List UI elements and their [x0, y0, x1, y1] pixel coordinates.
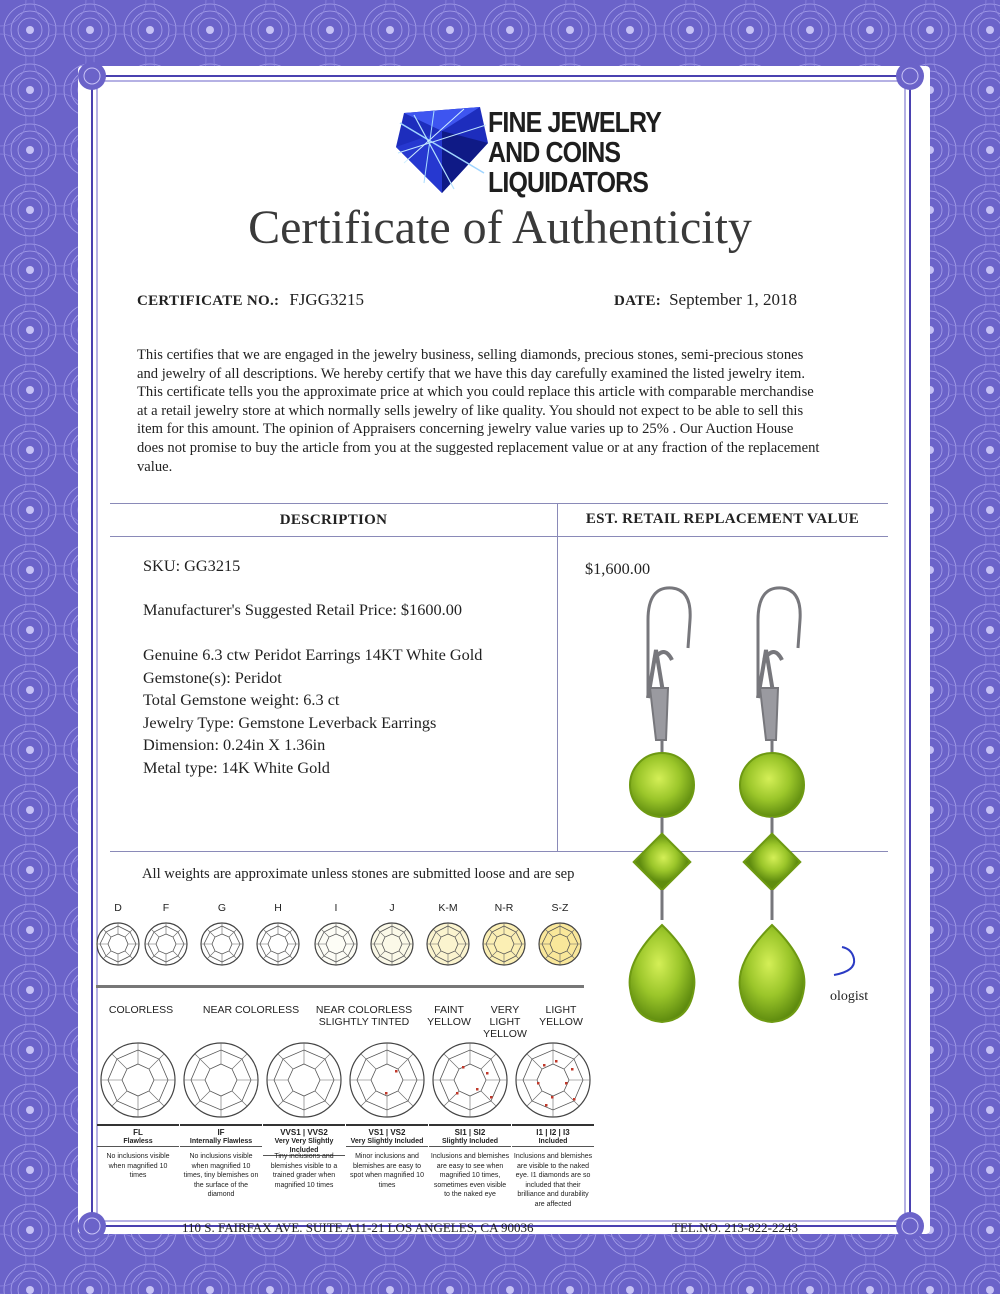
color-letter: H	[274, 902, 282, 914]
clarity-diamond-icon	[513, 1040, 593, 1120]
clarity-code: VVS1 | VVS2	[263, 1124, 345, 1137]
msrp: Manufacturer's Suggested Retail Price: $1600.00	[143, 600, 462, 619]
color-group-line: LIGHT	[545, 1004, 577, 1016]
clarity-description-line: Inclusions and blemishes	[513, 1153, 593, 1160]
clarity-name: Included	[512, 1137, 594, 1147]
date-label: DATE:	[614, 293, 662, 309]
clarity-code: SI1 | SI2	[429, 1124, 511, 1137]
clarity-diamond-icon	[181, 1040, 261, 1120]
intro-line: value.	[137, 458, 173, 475]
detail-line: Gemstone(s): Peridot	[143, 667, 282, 687]
clarity-code: FL	[97, 1124, 179, 1137]
color-diamond-icon	[424, 920, 472, 968]
clarity-description-line: times, tiny blemishes on	[183, 1172, 259, 1179]
certificate-number: FJGG3215	[289, 290, 364, 309]
color-group-line: NEAR COLORLESS	[315, 1004, 413, 1016]
sku: SKU: GG3215	[143, 556, 241, 575]
clarity-description-line: when magnified 10	[191, 1162, 251, 1170]
signature-title-fragment: ologist	[830, 989, 869, 1004]
certificate-number-row	[137, 290, 364, 310]
color-letter: K-M	[438, 902, 458, 914]
description-header: DESCRIPTION	[279, 512, 388, 528]
color-group-near-colorless-tinted	[308, 1004, 420, 1028]
clarity-code: I1 | I2 | I3	[512, 1124, 594, 1137]
color-group-near-colorless: NEAR COLORLESS	[202, 1004, 300, 1016]
logo-line-2: AND COINS	[488, 137, 621, 169]
clarity-description-line: are affected	[534, 1200, 572, 1208]
color-group-line: FAINT	[434, 1004, 464, 1016]
clarity-code: IF	[180, 1124, 262, 1137]
color-group-line: VERY LIGHT	[489, 1004, 521, 1028]
replacement-value: $1,600.00	[585, 559, 651, 578]
clarity-description-line: No inclusions visible	[189, 1153, 253, 1160]
color-diamond-icon	[536, 920, 584, 968]
color-diamond-icon	[142, 920, 190, 968]
clarity-description-line: times	[129, 1172, 147, 1179]
clarity-description-line: magnified 10 times,	[439, 1172, 501, 1179]
intro-line: This certificate tells you the approximate price at which you could replace this article with comparable merchandise	[137, 384, 814, 401]
color-letter: I	[334, 902, 338, 914]
logo-line-3: LIQUIDATORS	[488, 167, 649, 199]
clarity-description-line: Minor inclusions and	[355, 1153, 419, 1160]
table-top-rule	[110, 503, 888, 504]
color-letter: N-R	[494, 902, 514, 914]
detail-line: Jewelry Type: Gemstone Leverback Earrings	[143, 712, 437, 732]
color-letter: D	[114, 902, 122, 914]
color-group-light-yellow	[534, 1004, 588, 1028]
certificate-number-label: CERTIFICATE NO.:	[137, 293, 280, 309]
color-diamond-icon	[312, 920, 360, 968]
clarity-description-line: Tiny inclusions and	[274, 1153, 334, 1160]
intro-line: item for this amount. The opinion of Appraisers concerning jewelry value varies up to 25% . Our Auction House	[137, 421, 794, 438]
color-group-faint-yellow	[422, 1004, 476, 1028]
color-group-line: YELLOW	[427, 1016, 471, 1028]
intro-line: This certifies that we are engaged in the jewelry business, selling diamonds, precious stones, semi-precious stones	[137, 347, 804, 363]
intro-line: does not promise to buy the article from you at the suggested replacement value or at any fraction of the replacement	[137, 439, 820, 456]
logo-line-1: FINE JEWELRY	[488, 107, 662, 139]
color-group-colorless: COLORLESS	[108, 1004, 174, 1016]
color-diamond-icon	[94, 920, 142, 968]
footer-address: 110 S. FAIRFAX AVE. SUITE A11-21 LOS ANGELES, CA 90036	[182, 1220, 534, 1235]
clarity-description-line: brilliance and durability	[517, 1191, 589, 1198]
clarity-description-line: included that their	[525, 1181, 581, 1189]
peridot-earrings-image	[600, 580, 840, 1040]
clarity-description-line: spot when magnified 10	[350, 1172, 424, 1179]
clarity-description-line: are easy to see when	[436, 1162, 504, 1170]
clarity-description-line: blemishes are easy to	[352, 1162, 422, 1170]
page-title: Certificate of Authenticity	[248, 201, 752, 254]
detail-line: Genuine 6.3 ctw Peridot Earrings 14KT White Gold	[143, 645, 483, 664]
color-diamond-icon	[254, 920, 302, 968]
clarity-code: VS1 | VS2	[346, 1124, 428, 1137]
clarity-diamond-icon	[98, 1040, 178, 1120]
clarity-name: Very Slightly Included	[346, 1137, 428, 1147]
color-letter: G	[217, 902, 227, 914]
color-group-line: YELLOW	[483, 1028, 527, 1040]
intro-line: at a retail jewelry store at which normally sells jewelry of like quality. You should not expect to be able to sell this	[137, 402, 804, 419]
clarity-description-line: when magnified 10	[108, 1162, 168, 1170]
color-group-line: YELLOW	[539, 1016, 583, 1028]
detail-line: Total Gemstone weight: 6.3 ct	[143, 690, 340, 709]
color-diamond-icon	[368, 920, 416, 968]
clarity-description-line: blemishes visible to a	[270, 1162, 338, 1170]
table-column-divider	[557, 503, 558, 851]
clarity-description-line: trained grader when	[272, 1172, 336, 1179]
clarity-description-line: are visible to the naked	[517, 1162, 589, 1170]
date-row	[614, 290, 797, 310]
intro-paragraph	[137, 346, 877, 476]
detail-line: Dimension: 0.24in X 1.36in	[143, 735, 326, 754]
color-group-very-light-yellow	[476, 1004, 534, 1040]
color-letter: J	[389, 902, 395, 914]
clarity-diamond-icon	[430, 1040, 510, 1120]
detail-line: Metal type: 14K White Gold	[143, 757, 330, 777]
table-header-rule	[110, 536, 888, 537]
date-value: September 1, 2018	[669, 290, 798, 309]
clarity-diamond-icon	[264, 1040, 344, 1120]
clarity-description-line: magnified 10 times	[274, 1181, 334, 1189]
color-scale-rule	[96, 985, 584, 988]
clarity-description-line: times	[378, 1181, 396, 1189]
clarity-description-line: sometimes even visible	[433, 1181, 507, 1189]
color-diamond-icon	[198, 920, 246, 968]
diamond-logo-icon	[394, 103, 490, 195]
clarity-name: Internally Flawless	[180, 1137, 262, 1147]
clarity-description-line: Inclusions and blemishes	[430, 1153, 510, 1160]
weights-note: All weights are approximate unless stones are submitted loose and are sep	[142, 866, 575, 882]
clarity-description-line: the surface of the	[193, 1181, 249, 1189]
clarity-description-line: No inclusions visible	[106, 1153, 170, 1160]
clarity-diamond-icon	[347, 1040, 427, 1120]
color-diamond-icon	[480, 920, 528, 968]
clarity-description-line: diamond	[207, 1191, 235, 1198]
color-letter: S-Z	[551, 902, 569, 914]
clarity-name: Flawless	[97, 1137, 179, 1147]
footer-phone: TEL.NO. 213-822-2243	[672, 1220, 799, 1235]
clarity-name: Very Very Slightly Included	[263, 1137, 345, 1156]
item-details	[143, 644, 482, 779]
color-letter: F	[162, 902, 170, 914]
clarity-description-line: to the naked eye	[444, 1191, 496, 1198]
clarity-description-line: eye. I1 diamonds are so	[515, 1172, 591, 1179]
color-group-line: SLIGHTLY TINTED	[318, 1016, 410, 1028]
intro-line: and jewelry of all descriptions. We hereby certify that we have this day carefully examined the listed jewelry item.	[137, 365, 806, 382]
value-header: EST. RETAIL REPLACEMENT VALUE	[585, 511, 860, 527]
clarity-name: Slightly Included	[429, 1137, 511, 1147]
